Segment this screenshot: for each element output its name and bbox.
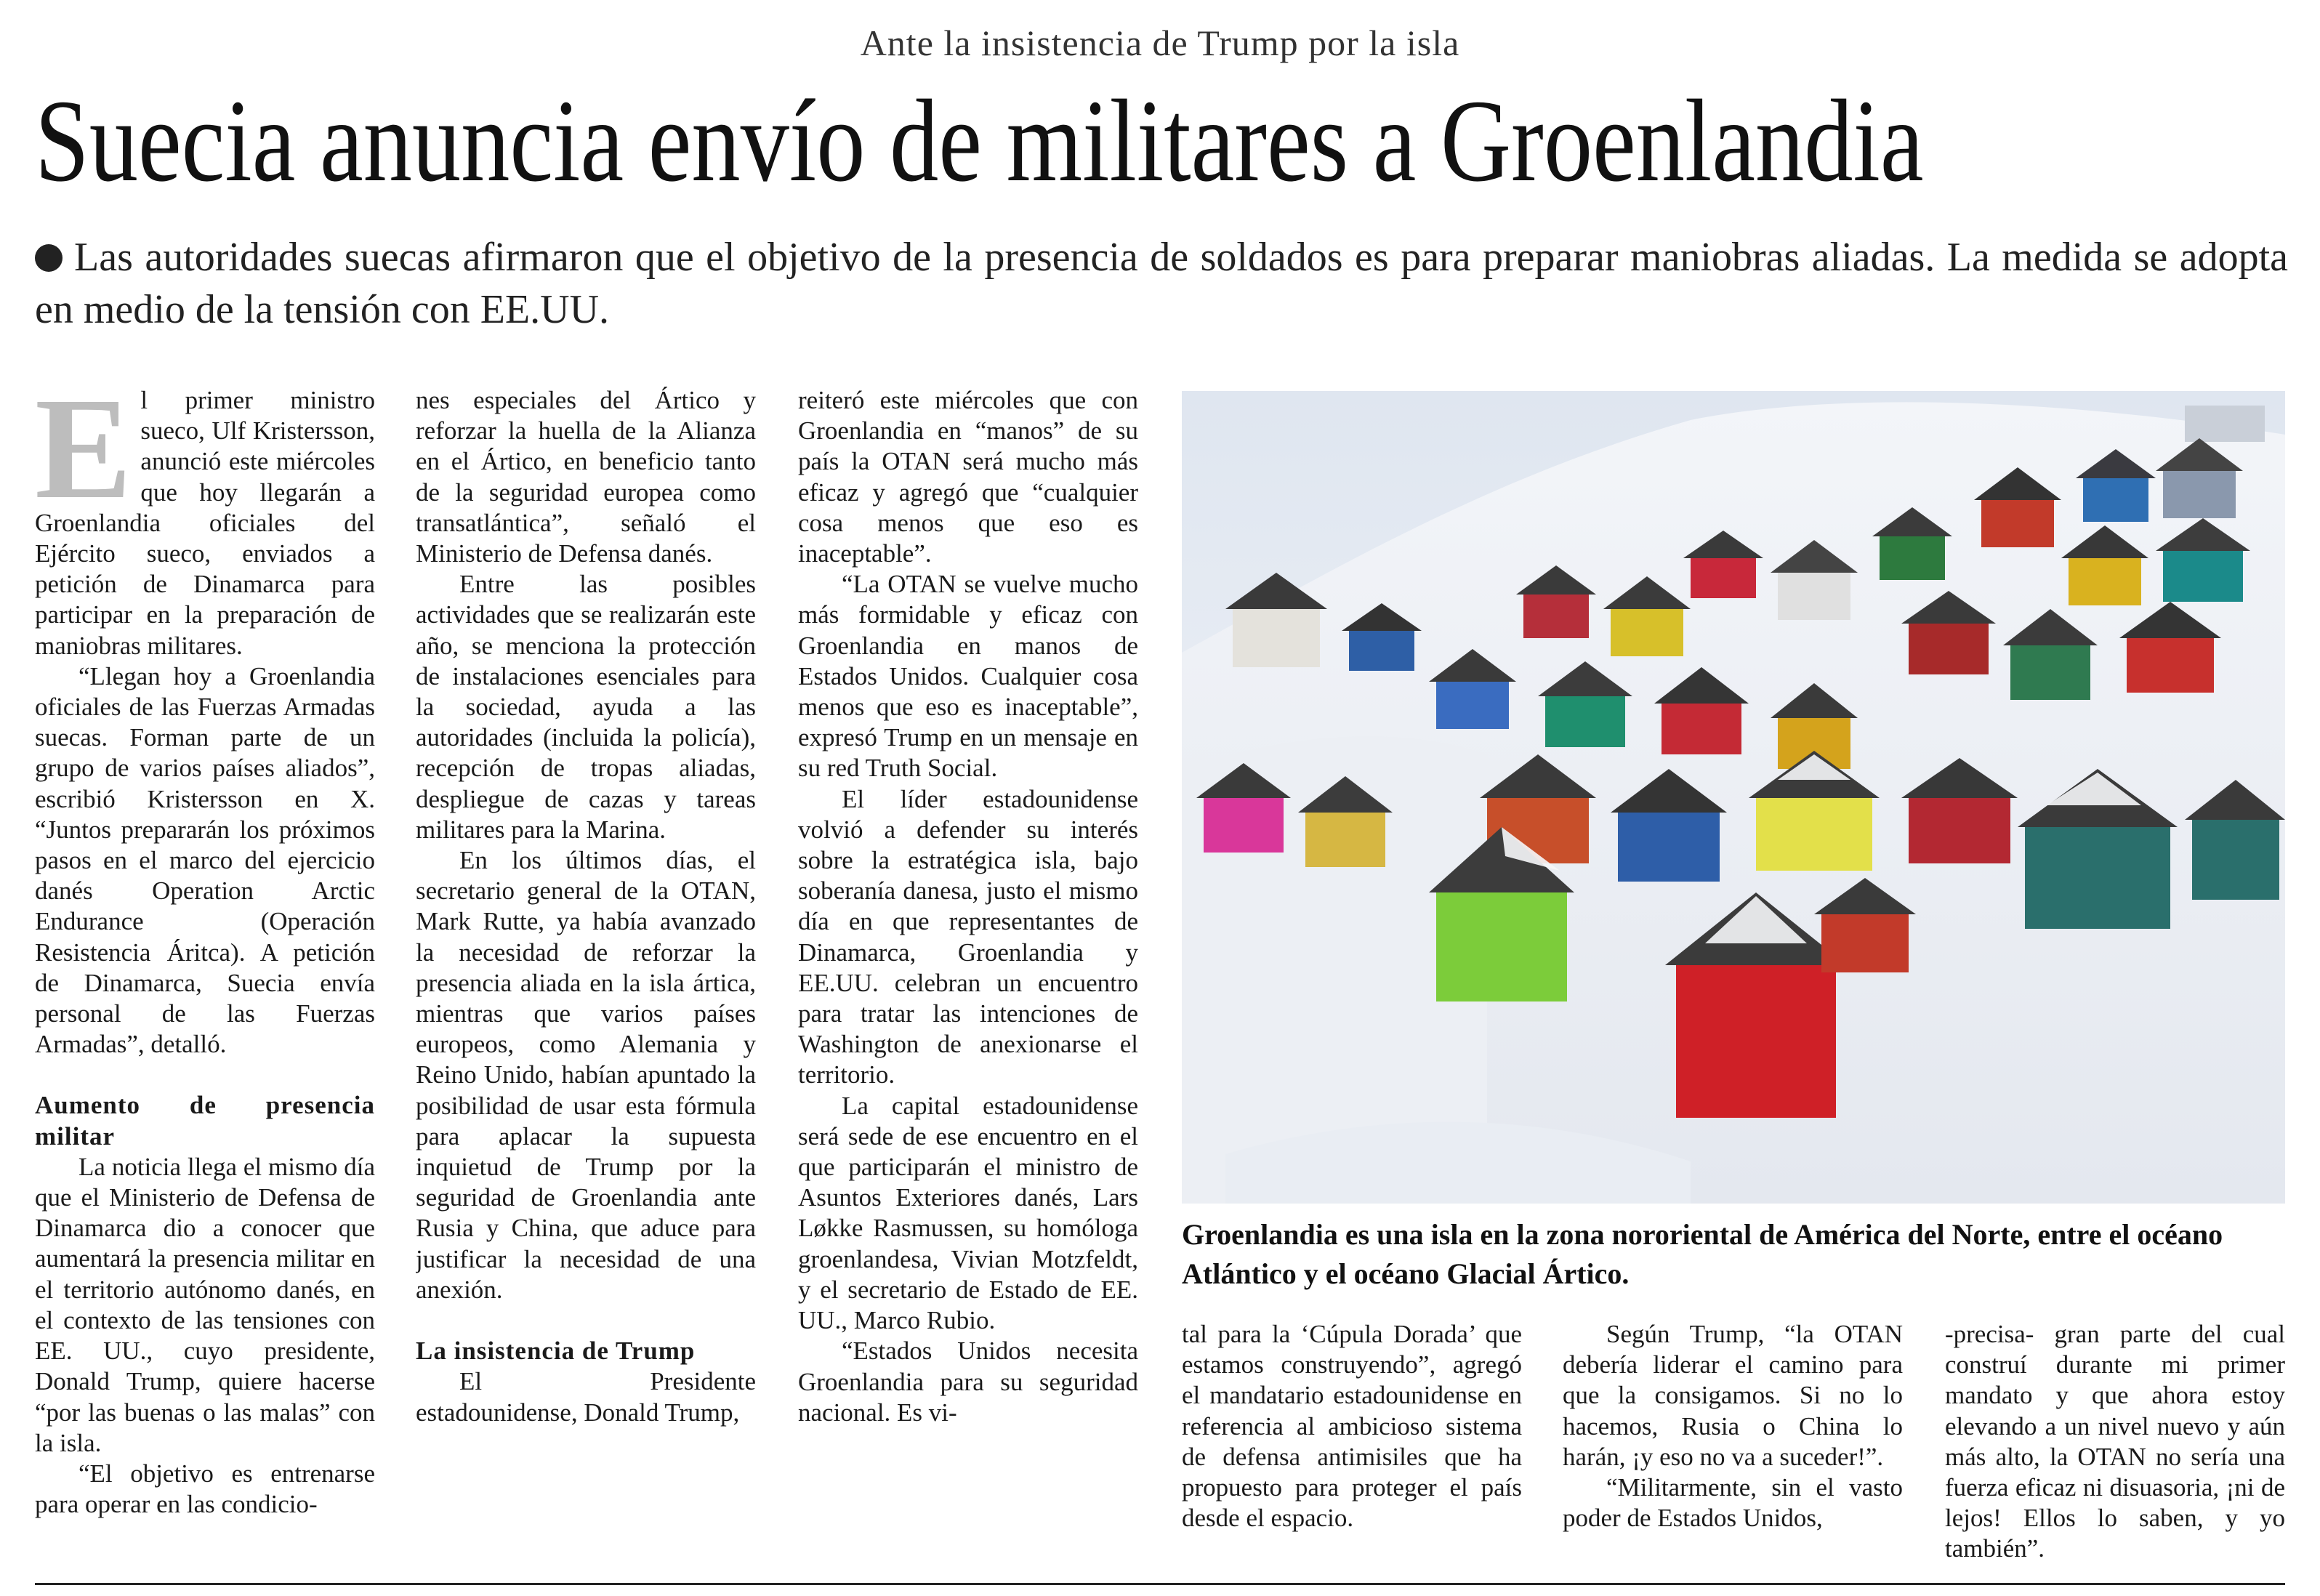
paragraph: “Militarmente, sin el vasto poder de Estados Unidos, [1563, 1473, 1903, 1533]
subheading: Aumento de presencia militar [35, 1091, 375, 1150]
lead-text: Las autoridades suecas afirmaron que el objetivo de la presencia de soldados es para preparar maniobras aliadas. La medida se adopta en medio de la tensión con EE.UU. [35, 235, 2288, 332]
paragraph: “El objetivo es entrenarse para operar en las condicio- [35, 1459, 375, 1519]
greenland-village-photo [1182, 391, 2285, 1204]
paragraph: “La OTAN se vuelve mucho más formidable y eficaz con Groenlandia en manos de Estados Unidos. Cualquier cosa menos que eso es inaceptable”, expresó Trump en un mensaje en su red Truth Social. [798, 570, 1138, 783]
kicker: Ante la insistencia de Trump por la isla [860, 23, 1460, 63]
paragraph: tal para la ‘Cúpula Dorada’ que estamos construyendo”, agregó el mandatario estadounidense en referencia al ambicioso sistema de defensa antimisiles que ha propuesto para proteger el país desde el espacio. [1182, 1320, 1522, 1533]
paragraph-text: l primer ministro sueco, Ulf Kristersson, anunció este miércoles que hoy llegarán a Groenlandia oficiales del Ejército sueco, enviados a petición de Dinamarca para participar en la preparación de maniobras militares. [35, 386, 375, 660]
paragraph: Entre las posibles actividades que se realizarán este año, se menciona la protección de instalaciones esenciales para la sociedad, ayuda a las autoridades (incluida la policía), recepción de tropas aliadas, despliegue de cazas y tareas militares para la Marina. [416, 570, 756, 844]
paragraph: “Estados Unidos necesita Groenlandia para su seguridad nacional. Es vi- [798, 1337, 1138, 1427]
bullet-icon [35, 244, 63, 272]
paragraph: En los últimos días, el secretario general de la OTAN, Mark Rutte, ya había avanzado la necesidad de reforzar la presencia aliada en la isla ártica, mientras que varios países europeos, como Alemania y Reino Unido, habían apuntado la posibilidad de usar esta fórmula para aplacar la supuesta inquietud de Trump por la seguridad de Groenlandia ante Rusia y China, que aduce para justificar la necesidad de una anexión. [416, 846, 756, 1304]
drop-cap: E [35, 385, 132, 529]
column-1 [35, 385, 375, 1563]
column-5 [1563, 1319, 1903, 1566]
paragraph: “Llegan hoy a Groenlandia oficiales de las Fuerzas Armadas suecas. Forman parte de un grupo de varios países aliados”, escribió Kristersson en X. “Juntos prepararán los próximos pasos en el marco del ejercicio danés Operation Arctic Endurance (Operación Resistencia Áritca). A petición de Dinamarca, Suecia envía personal de las Fuerzas Armadas”, detalló. [35, 661, 375, 1059]
photo-caption: Groenlandia es una isla en la zona nororiental de América del Norte, entre el océano Atlántico y el océano Glacial Ártico. [1182, 1218, 2223, 1290]
column-2 [416, 385, 756, 1563]
bottom-rule [35, 1583, 2285, 1585]
subheading: La insistencia de Trump [416, 1337, 696, 1366]
paragraph: -precisa- gran parte del cual construí durante mi primer mandato y que ahora estoy elevando a un nivel nuevo y aún más alto, la OTAN no sería una fuerza eficaz ni disuasoria, ¡ni de lejos! Ellos lo saben, y yo también”. [1945, 1320, 2285, 1563]
paragraph: El líder estadounidense volvió a defender su interés sobre la estratégica isla, bajo soberanía danesa, justo el mismo día en que representantes de Dinamarca, Groenlandia y EE.UU. celebran un encuentro para tratar las intenciones de Washington de anexionarse el territorio. [798, 784, 1138, 1089]
paragraph: El Presidente estadounidense, Donald Trump, [416, 1367, 756, 1427]
headline: Suecia anuncia envío de militares a Groenlandia [35, 76, 1924, 206]
paragraph: La capital estadounidense será sede de ese encuentro en el que participarán el ministro de Asuntos Exteriores danés, Lars Løkke Rasmussen, su homóloga groenlandesa, Vivian Motzfeldt, y el secretario de Estado de EE. UU., Marco Rubio. [798, 1091, 1138, 1335]
paragraph: Según Trump, “la OTAN debería liderar el camino para que la consigamos. Si no lo hacemos, Rusia o China lo harán, ¡y eso no va a suceder!”. [1563, 1320, 1903, 1471]
paragraph: nes especiales del Ártico y reforzar la huella de la Alianza en el Ártico, en beneficio tanto de la seguridad europea como transatlántica”, señaló el Ministerio de Defensa danés. [416, 386, 756, 568]
paragraph: reiteró este miércoles que con Groenlandia en “manos” de su país la OTAN será mucho más eficaz y agregó que “cualquier cosa menos que eso es inaceptable”. [798, 386, 1138, 568]
lead-paragraph [35, 231, 2288, 336]
column-6 [1945, 1319, 2285, 1566]
column-4 [1182, 1319, 1522, 1566]
paragraph: La noticia llega el mismo día que el Ministerio de Defensa de Dinamarca dio a conocer que aumentará la presencia militar en el territorio autónomo danés, en el contexto de las tensiones con EE. UU., cuyo presidente, Donald Trump, quiere hacerse “por las buenas o las malas” con la isla. [35, 1152, 375, 1457]
paragraph [35, 385, 375, 661]
column-3 [798, 385, 1138, 1563]
